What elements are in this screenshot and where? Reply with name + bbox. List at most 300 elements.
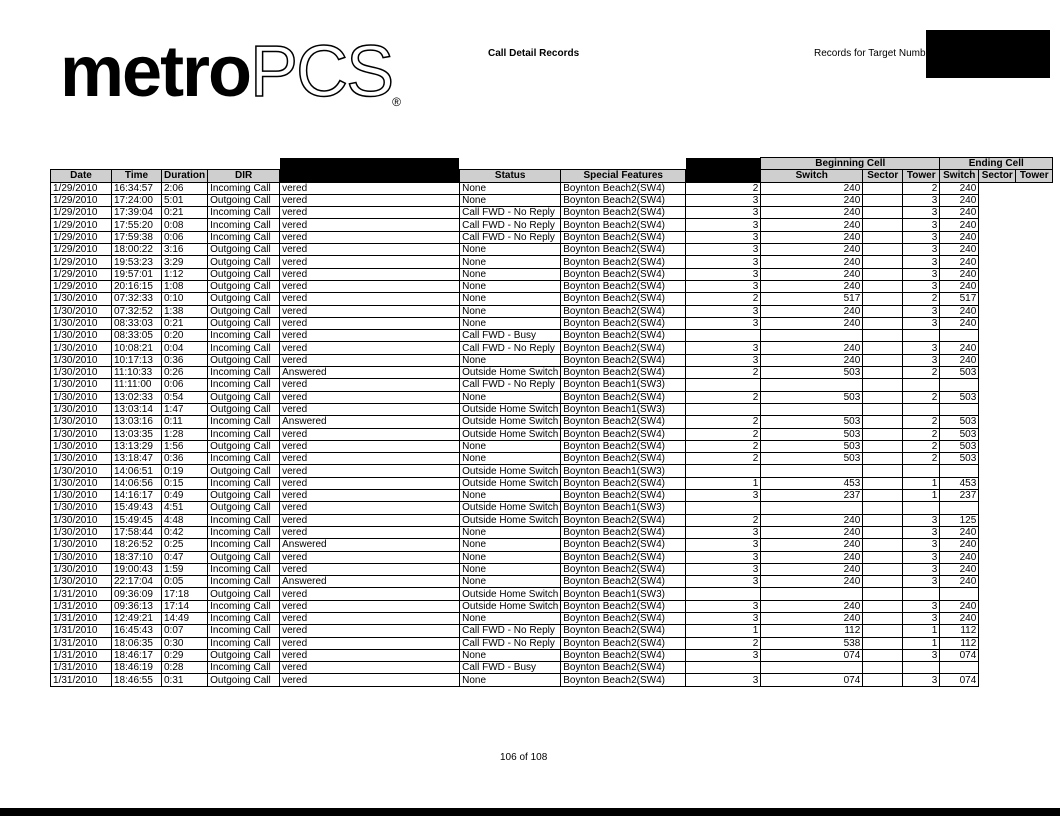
cell-end-switch bbox=[863, 514, 903, 526]
cell-duration: 3:29 bbox=[162, 256, 208, 268]
cell-special-features: Outside Home Switch bbox=[460, 514, 561, 526]
cell-end-switch bbox=[863, 551, 903, 563]
cell-begin-switch: Boynton Beach2(SW4) bbox=[561, 330, 686, 342]
cell-duration: 0:10 bbox=[162, 293, 208, 305]
cell-end-sector: 3 bbox=[903, 317, 940, 329]
cell-end-tower bbox=[940, 379, 979, 391]
cell-end-sector: 2 bbox=[903, 182, 940, 194]
cell-begin-tower: 538 bbox=[761, 637, 863, 649]
cell-time: 13:03:35 bbox=[112, 428, 162, 440]
cell-dir: Outgoing Call bbox=[208, 280, 280, 292]
cell-end-tower: 074 bbox=[940, 674, 979, 686]
cell-date: 1/31/2010 bbox=[51, 612, 112, 624]
cell-date: 1/30/2010 bbox=[51, 379, 112, 391]
table-row bbox=[51, 305, 1053, 317]
cell-duration: 0:21 bbox=[162, 317, 208, 329]
cell-status: vered bbox=[280, 674, 460, 686]
table-row bbox=[51, 219, 1053, 231]
cell-time: 19:53:23 bbox=[112, 256, 162, 268]
cell-time: 18:37:10 bbox=[112, 551, 162, 563]
table-row bbox=[51, 600, 1053, 612]
cell-status: vered bbox=[280, 207, 460, 219]
cell-end-switch bbox=[863, 465, 903, 477]
cell-date: 1/30/2010 bbox=[51, 367, 112, 379]
table-row bbox=[51, 453, 1053, 465]
cell-special-features: None bbox=[460, 317, 561, 329]
cell-status: vered bbox=[280, 490, 460, 502]
cell-end-switch bbox=[863, 625, 903, 637]
cell-end-sector: 1 bbox=[903, 490, 940, 502]
cell-dir: Outgoing Call bbox=[208, 649, 280, 661]
group-beginning-cell: Beginning Cell bbox=[761, 158, 940, 170]
cell-status: vered bbox=[280, 625, 460, 637]
cell-time: 15:49:43 bbox=[112, 502, 162, 514]
cell-time: 19:57:01 bbox=[112, 268, 162, 280]
cell-date: 1/31/2010 bbox=[51, 637, 112, 649]
cell-date: 1/29/2010 bbox=[51, 244, 112, 256]
cell-begin-switch: Boynton Beach2(SW4) bbox=[561, 231, 686, 243]
cell-dir: Outgoing Call bbox=[208, 588, 280, 600]
cell-special-features: Outside Home Switch bbox=[460, 465, 561, 477]
table-row bbox=[51, 194, 1053, 206]
col-special-features: Special Features bbox=[561, 170, 686, 182]
cell-end-switch bbox=[863, 563, 903, 575]
cell-special-features: Outside Home Switch bbox=[460, 428, 561, 440]
table-row bbox=[51, 490, 1053, 502]
cell-begin-sector: 1 bbox=[686, 477, 761, 489]
cell-begin-sector bbox=[686, 379, 761, 391]
cell-end-sector: 3 bbox=[903, 194, 940, 206]
cell-begin-switch: Boynton Beach1(SW3) bbox=[561, 465, 686, 477]
cell-special-features: None bbox=[460, 612, 561, 624]
cell-begin-switch: Boynton Beach2(SW4) bbox=[561, 662, 686, 674]
cell-status: vered bbox=[280, 330, 460, 342]
logo-main: metro bbox=[60, 32, 251, 112]
cell-end-switch bbox=[863, 244, 903, 256]
cell-status: Answered bbox=[280, 576, 460, 588]
cell-end-tower: 240 bbox=[940, 600, 979, 612]
cell-status: vered bbox=[280, 428, 460, 440]
cell-duration: 0:47 bbox=[162, 551, 208, 563]
cell-begin-sector: 2 bbox=[686, 428, 761, 440]
cell-end-sector: 2 bbox=[903, 293, 940, 305]
cell-begin-switch: Boynton Beach2(SW4) bbox=[561, 625, 686, 637]
cell-begin-tower: 240 bbox=[761, 576, 863, 588]
cell-begin-sector bbox=[686, 662, 761, 674]
cell-end-tower: 517 bbox=[940, 293, 979, 305]
cell-end-switch bbox=[863, 367, 903, 379]
cell-dir: Outgoing Call bbox=[208, 391, 280, 403]
cell-end-tower: 237 bbox=[940, 490, 979, 502]
cell-time: 09:36:13 bbox=[112, 600, 162, 612]
cell-begin-sector bbox=[686, 588, 761, 600]
call-detail-table bbox=[50, 157, 1053, 687]
cell-status: vered bbox=[280, 600, 460, 612]
cell-end-sector: 3 bbox=[903, 539, 940, 551]
cell-begin-sector: 2 bbox=[686, 391, 761, 403]
cell-duration: 1:12 bbox=[162, 268, 208, 280]
cell-end-switch bbox=[863, 440, 903, 452]
cell-dir: Incoming Call bbox=[208, 416, 280, 428]
cell-time: 17:55:20 bbox=[112, 219, 162, 231]
cell-end-switch bbox=[863, 182, 903, 194]
cell-duration: 1:38 bbox=[162, 305, 208, 317]
cell-date: 1/30/2010 bbox=[51, 293, 112, 305]
cell-end-sector: 3 bbox=[903, 268, 940, 280]
cell-begin-switch: Boynton Beach2(SW4) bbox=[561, 551, 686, 563]
cell-time: 14:06:56 bbox=[112, 477, 162, 489]
cell-begin-tower: 503 bbox=[761, 453, 863, 465]
cell-duration: 1:56 bbox=[162, 440, 208, 452]
cell-date: 1/29/2010 bbox=[51, 256, 112, 268]
cell-time: 17:59:38 bbox=[112, 231, 162, 243]
cell-begin-tower: 240 bbox=[761, 354, 863, 366]
table-row bbox=[51, 428, 1053, 440]
cell-begin-sector: 3 bbox=[686, 490, 761, 502]
cell-date: 1/30/2010 bbox=[51, 453, 112, 465]
cell-end-sector: 3 bbox=[903, 219, 940, 231]
cell-date: 1/29/2010 bbox=[51, 182, 112, 194]
cell-dir: Outgoing Call bbox=[208, 490, 280, 502]
cell-begin-sector: 2 bbox=[686, 367, 761, 379]
cell-time: 18:46:17 bbox=[112, 649, 162, 661]
cell-end-tower: 074 bbox=[940, 649, 979, 661]
redaction-block-target bbox=[926, 30, 1050, 78]
cell-special-features: Call FWD - No Reply bbox=[460, 342, 561, 354]
cell-end-tower: 240 bbox=[940, 280, 979, 292]
cell-end-sector: 3 bbox=[903, 280, 940, 292]
cell-end-tower: 503 bbox=[940, 440, 979, 452]
cell-end-sector bbox=[903, 330, 940, 342]
cell-status: vered bbox=[280, 453, 460, 465]
cell-begin-tower: 503 bbox=[761, 391, 863, 403]
cell-status: vered bbox=[280, 551, 460, 563]
cell-begin-switch: Boynton Beach2(SW4) bbox=[561, 526, 686, 538]
cell-duration: 0:05 bbox=[162, 576, 208, 588]
cell-end-switch bbox=[863, 477, 903, 489]
cell-status: vered bbox=[280, 342, 460, 354]
cell-begin-sector: 2 bbox=[686, 453, 761, 465]
cell-end-sector: 2 bbox=[903, 367, 940, 379]
table-row bbox=[51, 514, 1053, 526]
cell-special-features: None bbox=[460, 293, 561, 305]
cell-status: vered bbox=[280, 662, 460, 674]
cell-end-tower: 240 bbox=[940, 551, 979, 563]
cell-special-features: Outside Home Switch bbox=[460, 416, 561, 428]
table-row bbox=[51, 551, 1053, 563]
cell-status: vered bbox=[280, 268, 460, 280]
cell-special-features: Outside Home Switch bbox=[460, 600, 561, 612]
cell-end-sector: 3 bbox=[903, 231, 940, 243]
cell-status: vered bbox=[280, 256, 460, 268]
cell-special-features: Outside Home Switch bbox=[460, 403, 561, 415]
cell-date: 1/29/2010 bbox=[51, 219, 112, 231]
cell-date: 1/31/2010 bbox=[51, 649, 112, 661]
col-status: Status bbox=[460, 170, 561, 182]
cell-date: 1/30/2010 bbox=[51, 502, 112, 514]
cell-status: vered bbox=[280, 403, 460, 415]
cell-duration: 3:16 bbox=[162, 244, 208, 256]
cell-date: 1/30/2010 bbox=[51, 305, 112, 317]
cell-status: vered bbox=[280, 465, 460, 477]
cell-begin-tower bbox=[761, 588, 863, 600]
cell-date: 1/30/2010 bbox=[51, 477, 112, 489]
cell-end-switch bbox=[863, 317, 903, 329]
cell-duration: 1:47 bbox=[162, 403, 208, 415]
cell-end-tower: 240 bbox=[940, 194, 979, 206]
cell-begin-tower: 240 bbox=[761, 244, 863, 256]
cell-date: 1/30/2010 bbox=[51, 391, 112, 403]
cell-begin-sector: 3 bbox=[686, 526, 761, 538]
cell-time: 13:03:14 bbox=[112, 403, 162, 415]
cell-begin-switch: Boynton Beach2(SW4) bbox=[561, 280, 686, 292]
table-row bbox=[51, 293, 1053, 305]
cell-time: 18:46:55 bbox=[112, 674, 162, 686]
cell-dir: Outgoing Call bbox=[208, 403, 280, 415]
cell-date: 1/30/2010 bbox=[51, 514, 112, 526]
cell-duration: 0:06 bbox=[162, 231, 208, 243]
cell-time: 11:11:00 bbox=[112, 379, 162, 391]
cell-begin-sector: 3 bbox=[686, 539, 761, 551]
cell-special-features: None bbox=[460, 268, 561, 280]
cell-duration: 0:49 bbox=[162, 490, 208, 502]
cell-status: vered bbox=[280, 440, 460, 452]
cell-dir: Incoming Call bbox=[208, 612, 280, 624]
cell-dir: Incoming Call bbox=[208, 231, 280, 243]
cell-begin-switch: Boynton Beach2(SW4) bbox=[561, 305, 686, 317]
cell-end-sector bbox=[903, 403, 940, 415]
cell-duration: 0:30 bbox=[162, 637, 208, 649]
cell-end-tower: 240 bbox=[940, 207, 979, 219]
col-date: Date bbox=[51, 170, 112, 182]
cell-begin-switch: Boynton Beach2(SW4) bbox=[561, 649, 686, 661]
cell-begin-sector: 3 bbox=[686, 354, 761, 366]
cell-begin-tower bbox=[761, 502, 863, 514]
cell-begin-switch: Boynton Beach1(SW3) bbox=[561, 588, 686, 600]
cell-time: 08:33:05 bbox=[112, 330, 162, 342]
cell-dir: Outgoing Call bbox=[208, 268, 280, 280]
group-ending-cell: Ending Cell bbox=[940, 158, 1053, 170]
cell-begin-switch: Boynton Beach2(SW4) bbox=[561, 256, 686, 268]
table-row bbox=[51, 674, 1053, 686]
cell-begin-sector: 3 bbox=[686, 219, 761, 231]
cell-special-features: None bbox=[460, 539, 561, 551]
cell-end-tower: 240 bbox=[940, 563, 979, 575]
cell-end-sector: 1 bbox=[903, 625, 940, 637]
cell-begin-switch: Boynton Beach2(SW4) bbox=[561, 600, 686, 612]
cell-special-features: Outside Home Switch bbox=[460, 367, 561, 379]
cell-end-sector bbox=[903, 379, 940, 391]
cell-begin-switch: Boynton Beach2(SW4) bbox=[561, 539, 686, 551]
cell-status: vered bbox=[280, 354, 460, 366]
col-begin-switch: Switch bbox=[761, 170, 863, 182]
cell-duration: 0:42 bbox=[162, 526, 208, 538]
cell-begin-switch: Boynton Beach2(SW4) bbox=[561, 391, 686, 403]
cell-begin-switch: Boynton Beach2(SW4) bbox=[561, 194, 686, 206]
cell-time: 13:18:47 bbox=[112, 453, 162, 465]
cell-special-features: None bbox=[460, 244, 561, 256]
cell-begin-tower: 240 bbox=[761, 342, 863, 354]
cell-time: 13:03:16 bbox=[112, 416, 162, 428]
cell-end-sector: 1 bbox=[903, 477, 940, 489]
cell-end-sector: 3 bbox=[903, 600, 940, 612]
cell-end-switch bbox=[863, 428, 903, 440]
cell-special-features: None bbox=[460, 391, 561, 403]
cell-begin-sector bbox=[686, 465, 761, 477]
cell-begin-tower: 240 bbox=[761, 514, 863, 526]
cell-begin-switch: Boynton Beach2(SW4) bbox=[561, 428, 686, 440]
cell-end-tower: 125 bbox=[940, 514, 979, 526]
cell-begin-sector: 3 bbox=[686, 305, 761, 317]
cell-begin-sector: 3 bbox=[686, 194, 761, 206]
table-row bbox=[51, 403, 1053, 415]
cell-special-features: None bbox=[460, 256, 561, 268]
table-row bbox=[51, 662, 1053, 674]
cell-end-tower: 503 bbox=[940, 391, 979, 403]
table-row bbox=[51, 256, 1053, 268]
cell-end-tower bbox=[940, 330, 979, 342]
cell-end-sector: 3 bbox=[903, 551, 940, 563]
cell-end-sector bbox=[903, 662, 940, 674]
cell-begin-sector: 3 bbox=[686, 342, 761, 354]
cell-begin-switch: Boynton Beach2(SW4) bbox=[561, 367, 686, 379]
cell-dir: Incoming Call bbox=[208, 539, 280, 551]
cell-begin-sector: 3 bbox=[686, 674, 761, 686]
cell-special-features: Call FWD - No Reply bbox=[460, 625, 561, 637]
col-end-switch: Switch bbox=[940, 170, 979, 182]
cell-dir: Outgoing Call bbox=[208, 256, 280, 268]
table-row bbox=[51, 182, 1053, 194]
cell-duration: 0:21 bbox=[162, 207, 208, 219]
cell-end-tower: 240 bbox=[940, 256, 979, 268]
cell-begin-switch: Boynton Beach2(SW4) bbox=[561, 440, 686, 452]
cell-duration: 0:26 bbox=[162, 367, 208, 379]
cell-end-sector: 2 bbox=[903, 416, 940, 428]
cell-begin-tower: 240 bbox=[761, 317, 863, 329]
cell-begin-switch: Boynton Beach2(SW4) bbox=[561, 207, 686, 219]
cell-end-switch bbox=[863, 293, 903, 305]
cell-status: vered bbox=[280, 317, 460, 329]
table-row bbox=[51, 244, 1053, 256]
cell-time: 12:49:21 bbox=[112, 612, 162, 624]
cell-end-tower: 240 bbox=[940, 526, 979, 538]
cell-duration: 0:36 bbox=[162, 354, 208, 366]
cell-duration: 0:36 bbox=[162, 453, 208, 465]
cell-end-sector: 1 bbox=[903, 637, 940, 649]
cell-begin-tower: 240 bbox=[761, 219, 863, 231]
cell-dir: Incoming Call bbox=[208, 563, 280, 575]
cell-time: 09:36:09 bbox=[112, 588, 162, 600]
cell-status: vered bbox=[280, 231, 460, 243]
cell-begin-tower: 240 bbox=[761, 551, 863, 563]
cell-end-tower: 503 bbox=[940, 416, 979, 428]
cell-status: vered bbox=[280, 293, 460, 305]
table-row bbox=[51, 637, 1053, 649]
cell-end-switch bbox=[863, 256, 903, 268]
metropcs-logo bbox=[60, 32, 399, 112]
cell-end-switch bbox=[863, 576, 903, 588]
table-row bbox=[51, 342, 1053, 354]
cell-end-sector bbox=[903, 465, 940, 477]
cell-special-features: Outside Home Switch bbox=[460, 588, 561, 600]
cell-dir: Outgoing Call bbox=[208, 317, 280, 329]
cell-duration: 1:08 bbox=[162, 280, 208, 292]
cell-end-tower bbox=[940, 502, 979, 514]
cell-date: 1/29/2010 bbox=[51, 231, 112, 243]
cell-time: 11:10:33 bbox=[112, 367, 162, 379]
table-row bbox=[51, 379, 1053, 391]
table-row bbox=[51, 576, 1053, 588]
cell-duration: 0:28 bbox=[162, 662, 208, 674]
cell-begin-switch: Boynton Beach2(SW4) bbox=[561, 612, 686, 624]
table-row bbox=[51, 354, 1053, 366]
cell-duration: 0:08 bbox=[162, 219, 208, 231]
cell-begin-switch: Boynton Beach2(SW4) bbox=[561, 490, 686, 502]
cell-end-tower: 240 bbox=[940, 244, 979, 256]
cell-end-sector: 2 bbox=[903, 440, 940, 452]
cell-begin-sector: 3 bbox=[686, 612, 761, 624]
cell-end-tower bbox=[940, 662, 979, 674]
cell-dir: Incoming Call bbox=[208, 428, 280, 440]
cell-begin-sector: 3 bbox=[686, 551, 761, 563]
table-row bbox=[51, 440, 1053, 452]
cell-begin-tower bbox=[761, 330, 863, 342]
cell-end-switch bbox=[863, 649, 903, 661]
cell-dir: Outgoing Call bbox=[208, 354, 280, 366]
cell-begin-sector: 2 bbox=[686, 293, 761, 305]
cell-begin-switch: Boynton Beach1(SW3) bbox=[561, 379, 686, 391]
cell-end-sector: 3 bbox=[903, 207, 940, 219]
cell-begin-switch: Boynton Beach2(SW4) bbox=[561, 416, 686, 428]
cell-date: 1/30/2010 bbox=[51, 563, 112, 575]
cell-begin-switch: Boynton Beach2(SW4) bbox=[561, 342, 686, 354]
cell-date: 1/31/2010 bbox=[51, 600, 112, 612]
cell-special-features: None bbox=[460, 649, 561, 661]
cell-date: 1/30/2010 bbox=[51, 403, 112, 415]
cell-date: 1/29/2010 bbox=[51, 207, 112, 219]
cell-end-switch bbox=[863, 207, 903, 219]
table-row bbox=[51, 649, 1053, 661]
cell-duration: 0:54 bbox=[162, 391, 208, 403]
cell-special-features: None bbox=[460, 194, 561, 206]
table-row bbox=[51, 612, 1053, 624]
cell-status: vered bbox=[280, 391, 460, 403]
table-row bbox=[51, 563, 1053, 575]
cell-begin-tower: 503 bbox=[761, 440, 863, 452]
cell-begin-tower bbox=[761, 662, 863, 674]
cell-special-features: None bbox=[460, 305, 561, 317]
cell-begin-switch: Boynton Beach1(SW3) bbox=[561, 502, 686, 514]
cell-begin-switch: Boynton Beach2(SW4) bbox=[561, 317, 686, 329]
cell-special-features: Call FWD - No Reply bbox=[460, 219, 561, 231]
cell-begin-switch: Boynton Beach2(SW4) bbox=[561, 182, 686, 194]
cell-duration: 0:20 bbox=[162, 330, 208, 342]
col-end-sector: Sector bbox=[979, 170, 1016, 182]
cell-begin-tower: 240 bbox=[761, 563, 863, 575]
cell-begin-tower: 112 bbox=[761, 625, 863, 637]
cell-end-tower: 240 bbox=[940, 231, 979, 243]
table-row bbox=[51, 207, 1053, 219]
cell-end-switch bbox=[863, 280, 903, 292]
cell-dir: Incoming Call bbox=[208, 637, 280, 649]
cell-end-switch bbox=[863, 219, 903, 231]
logo-registered-mark: ® bbox=[392, 95, 399, 109]
cell-date: 1/30/2010 bbox=[51, 354, 112, 366]
cell-time: 18:46:19 bbox=[112, 662, 162, 674]
cell-begin-tower: 240 bbox=[761, 256, 863, 268]
cell-begin-tower: 240 bbox=[761, 194, 863, 206]
cell-status: vered bbox=[280, 502, 460, 514]
